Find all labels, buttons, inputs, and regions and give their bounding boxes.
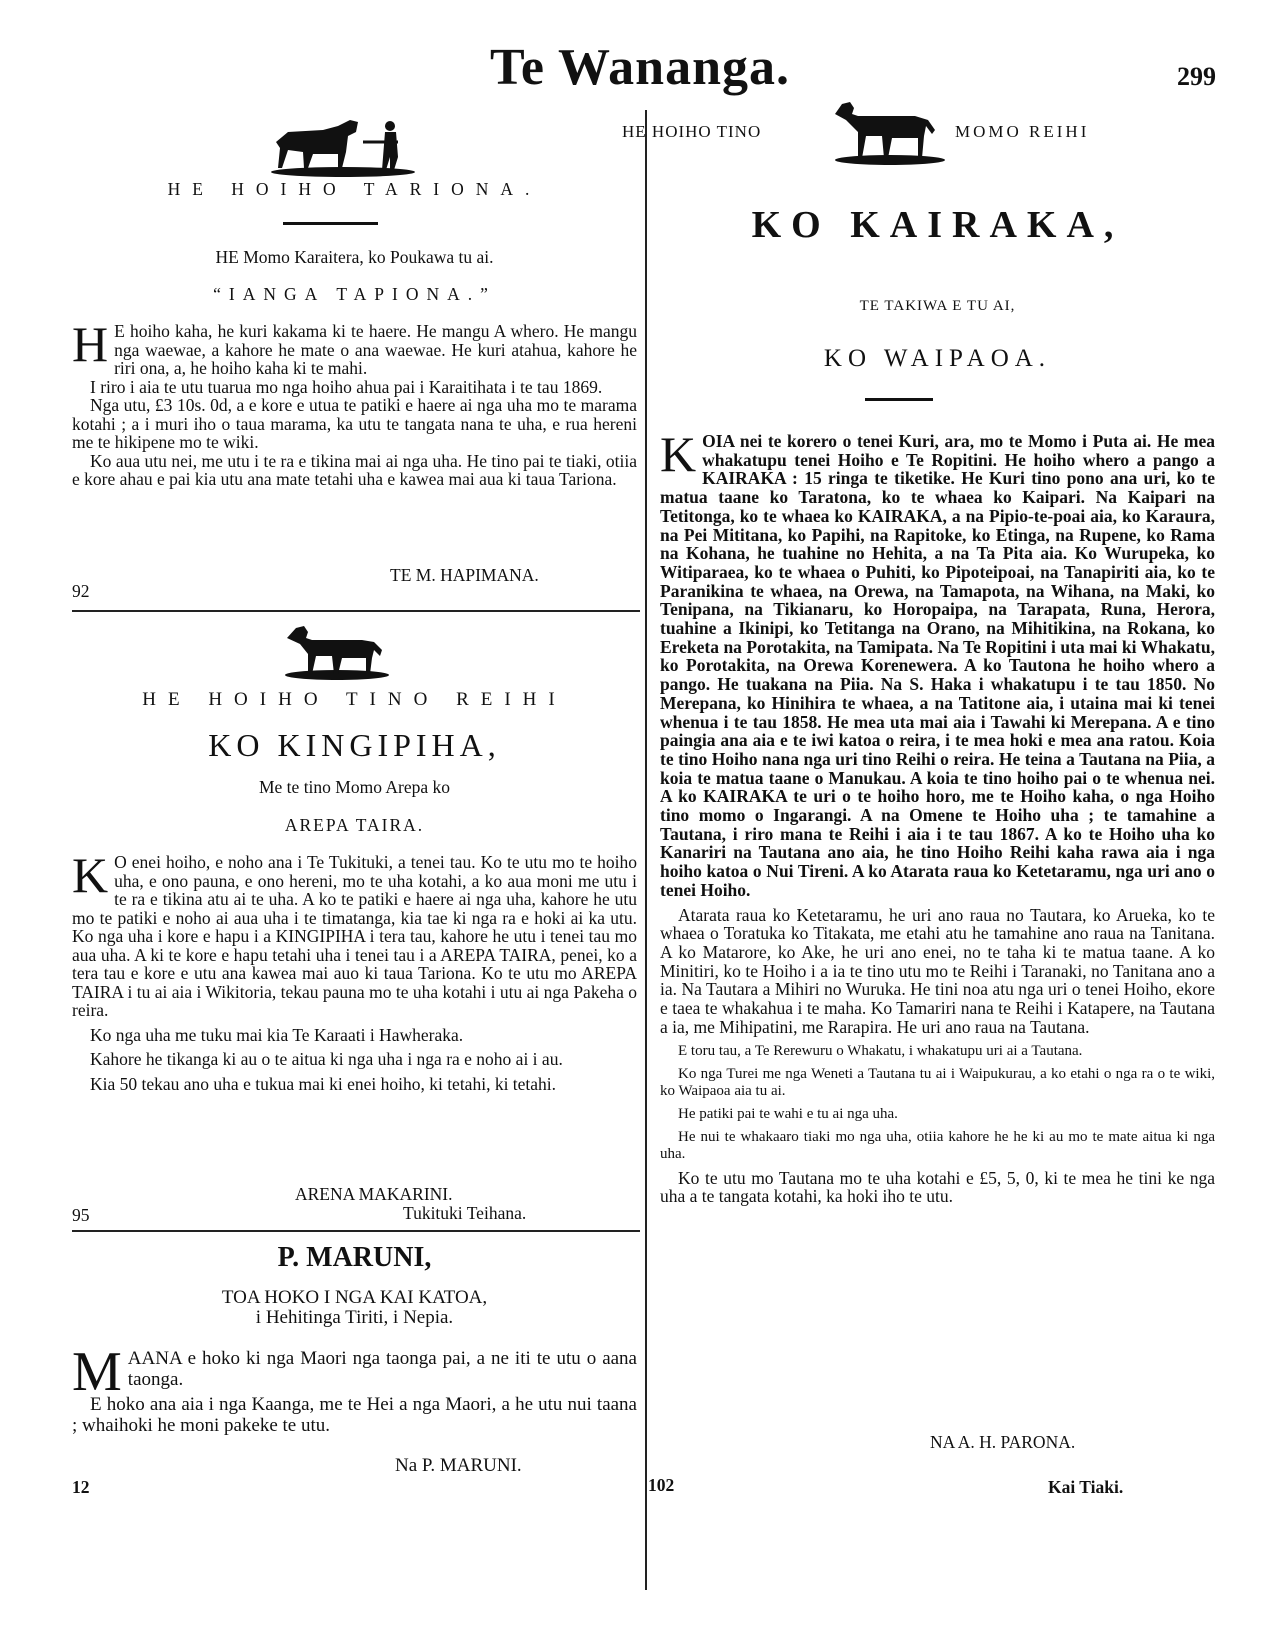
ad2-body bbox=[72, 847, 637, 1094]
ad4-paragraph: Ko nga Turei me nga Weneti a Tautana tu ai i Waipukurau, a ko etahi o nga ra o te wiki, ko Waipaoa aia tu ai. bbox=[660, 1065, 1215, 1099]
ad1-bottom-rule bbox=[72, 610, 640, 612]
ad3-signature: Na P. MARUNI. bbox=[395, 1455, 522, 1476]
ad4-district: TE TAKIWA E TU AI, bbox=[859, 298, 1016, 314]
ad4-paragraph: Atarata raua ko Ketetaramu, he uri ano raua no Tautara, ko Arueka, ko te whaea o Toratuka ko Titakata, me etahi atu he tamahine ano raua na Tanitana. A ko Matarore, ko Ake, he uri ano enei, no te taha ki te matua taane. A ko Minitiri, ko te Hoiho i a ia te tino utu mo te Reihi i Taranaki, no Tanitana ano a ia. Na Tautara a Mihiri no Wuruka. He tini noa atu nga uri o tenei Hoiho, ekore e taea te whakahua i te maha. Ko Tamariri nana te Reihi i Katapere, na Tautana a ia, me Mihipatini, me Rarapira. He uri ano raua na Tautana. bbox=[660, 904, 1215, 1037]
ad4-paragraph: He nui te whakaaro tiaki mo nga uha, otiia kahore he he ki au mo te mate aitua ki nga uha. bbox=[660, 1128, 1215, 1162]
ad3-body bbox=[72, 1341, 637, 1436]
page-number: 299 bbox=[1177, 62, 1216, 91]
ad1-horse-name: “IANGA TAPIONA.” bbox=[213, 284, 496, 304]
ad4-body bbox=[660, 426, 1215, 1207]
ad2-paragraph: O enei hoiho, e noho ana i Te Tukituki, a tenei tau. Ko te utu mo te hoiho uha, e ono pauna, e ono hereni, mo te uha kotahi, a ko aua moni me utu i te ra e tikina atu ai te uha. A ko te patiki e haere ai nga uha, kahore he utu mo te patiki e noho ai aua uha i te timatanga, kia tae ki nga ra e hoki ai ka utu. Ko nga uha i kore e hapu i a KINGIPIHA i tera tau, kahore he utu i tenei tau mo aua uha. A ki te kore e hapu tetahi uha i tenei tau i a AREPA TAIRA, penei, ko a tera tau e kore e utu ana kawea mai auo ki taua Tariona. Ko te utu mo AREPA TAIRA i tu ai aia i Wikitoria, tekau pauna mo te uha kotahi i utu ai nga Pakeha o reira. bbox=[72, 852, 637, 1020]
ad4-location: KO WAIPAOA. bbox=[823, 345, 1052, 372]
ad1-dropcap: H bbox=[72, 316, 109, 372]
ad2-signature: ARENA MAKARINI. bbox=[295, 1184, 453, 1204]
ad3-shop-name: P. MARUNI, bbox=[277, 1242, 432, 1273]
plowing-horse-illustration bbox=[268, 112, 418, 177]
ad2-paragraph: Kahore he tikanga ki au o te aitua ki nga uha i nga ra e noho ai i au. bbox=[90, 1049, 563, 1069]
page-title: Te Wananga. bbox=[489, 39, 791, 96]
ad3-paragraph: E hoko ana aia i nga Kaanga, me te Hei a nga Maori, a he utu nui taana ; whaihoki he moni pakeke te utu. bbox=[72, 1394, 637, 1436]
ad2-paragraph: Ko nga uha me tuku mai kia Te Karaati i Hawheraka. bbox=[90, 1024, 464, 1045]
ad3-line2: i Hehitinga Tiriti, i Nepia. bbox=[255, 1307, 454, 1328]
ad1-paragraph: Ko aua utu nei, me utu i te ra e tikina mai ai nga uha. He tino pai te tiaki, otiia e kore ahau e pai kia utu ana mate tetahi uha e kawea mai aua ki taua Tariona. bbox=[72, 450, 637, 489]
ad4-number: 102 bbox=[648, 1475, 675, 1495]
ad4-horse-name: KO KAIRAKA, bbox=[751, 204, 1124, 246]
ad2-bottom-rule bbox=[72, 1230, 640, 1232]
ad1-signature: TE M. HAPIMANA. bbox=[390, 565, 539, 585]
racehorse-illustration bbox=[830, 100, 945, 165]
ad4-paragraph: OIA nei te korero o tenei Kuri, ara, mo te Momo i Puta ai. He mea whakatupu tenei Hoiho e Te Ropitini. He hoiho whero a pango a KAIRAKA : 15 ringa te tiketike. He Kuri tino pono ana uri, ko te matua taane ko Taratona, ko te whaea ko Kaipari. Na Kaipari na Tetitonga, ko te whaea ko KAIRAKA, a na Pipio-te-poai aia, ko Karaura, na Pei Mititana, ko Papihi, na Rapitoke, ko Etinga, na Rupene, ko Rama na Kohana, he tuahine no Hehita, a na Ta Pita aia. Ko Wurupeka, ko Witiparaea, ko te whaea o Puhiti, ko Pipoteipoai, na Tanapiriti aia, ko te Paranikina te whaea, na Orewa, na Tamapota, na Wihana, na Maki, ko Tenipana, na Tikianaru, ko Horopaipa, na Tarapata, Runa, Herora, tuahine a Ikinipi, ko Tetitanga na Orano, na Mihitikina, na Rokana, ko Ereketa na Porotakita, na Tamipata. Na Te Ropitini i uta mai ki Whakatu, ko Porotakita, na Orewa Korenewera. A ko Tautona he hoiho whero a pango. He tuakana na Piia. Na S. Haka i whakatupu i te tau 1850. No Merepana, ko Hinihira te whaea, a na Tatitone aia, i utaina mai ki tenei whenua i te tau 1858. He mea uta mai aia i Tawahi ki Merepana. A e tino paingia ana aia e te iwi katoa o reira, i te mea hoki e mea ana ratou. Koia te tino Hoiho nana nga uri tino Reihi o reira. He teina a Tautana na Piia, a koia te matua taane o Manukau. A koia te tino hoiho pai o te whenua nei. A ko KAIRAKA te uri o te hoiho horo, me te Hoiho kaha, o nga Hoiho tino momo o Ingarangi. A na Omene te Hoiho uha ; te tamahine a Tautana, i riro mana te Reihi i aia i te tau 1867. A ko te Hoiho uha ko Kanariri na Tautana ano aia, he tino Hoiho Reihi kaha rawa aia i nga hoiho katoa o Nui Tireni. A ko Atarata raua ko Ketetaramu, nga uri ano o tenei Hoiho. bbox=[660, 431, 1215, 900]
ad2-heading: HE HOIHO TINO REIHI bbox=[142, 689, 567, 710]
ad2-sire: AREPA TAIRA. bbox=[284, 815, 425, 835]
ad3-dropcap: M bbox=[72, 1341, 122, 1403]
ad2-subtitle: Me te tino Momo Arepa ko bbox=[258, 777, 450, 797]
ad1-paragraph: Nga utu, £3 10s. 0d, a e kore e utua te patiki e haere ai nga uha mo te marama kotahi ; a i muri iho o taua marama, ka utu te tangata nana te uha, e rua hereni me te hikipene mo te wiki. bbox=[72, 395, 637, 452]
ad4-separator bbox=[865, 398, 933, 401]
ad2-place: Tukituki Teihana. bbox=[403, 1203, 527, 1223]
column-divider bbox=[645, 110, 647, 1590]
ad4-paragraph: E toru tau, a Te Rerewuru o Whakatu, i whakatupu uri ai a Tautana. bbox=[678, 1042, 1083, 1059]
ad2-number: 95 bbox=[72, 1205, 90, 1225]
ad4-heading-left: HE HOIHO TINO bbox=[622, 122, 762, 141]
ad3-number: 12 bbox=[72, 1477, 90, 1497]
ad1-paragraph: E hoiho kaha, he kuri kakama ki te haere. He mangu A whero. He mangu nga waewae, a kahore he mate o ana waewae. He kuri atahua, kahore he riri ona, a, he hoiho kaha ki te mahi. bbox=[114, 321, 637, 378]
ad1-separator bbox=[283, 222, 378, 225]
ad1-paragraph: I riro i aia te utu tuarua mo nga hoiho ahua pai i Karaitihata i te tau 1869. bbox=[90, 376, 603, 397]
ad3-paragraph: AANA e hoko ki nga Maori nga taonga pai, a ne iti te utu o aana taonga. bbox=[127, 1348, 637, 1390]
ad2-paragraph: Kia 50 tekau ano uha e tukua mai ki enei hoiho, ki tetahi, ki tetahi. bbox=[90, 1073, 557, 1094]
ad1-number: 92 bbox=[72, 581, 90, 601]
horse-illustration bbox=[282, 620, 392, 680]
ad4-heading-right: MOMO REIHI bbox=[955, 122, 1090, 141]
ad1-heading: HE HOIHO TARIONA. bbox=[167, 179, 542, 199]
ad1-body bbox=[72, 316, 637, 489]
ad1-subtitle: HE Momo Karaitera, ko Poukawa tu ai. bbox=[215, 247, 494, 267]
ad4-dropcap: K bbox=[660, 426, 697, 482]
ad3-line1: TOA HOKO I NGA KAI KATOA, bbox=[221, 1287, 488, 1308]
ad4-paragraph: Ko te utu mo Tautana mo te uha kotahi e £5, 5, 0, ki te mea he tini ke nga uha a te tangata kotahi, ka hoki iho te utu. bbox=[660, 1167, 1215, 1207]
ad2-horse-name: KO KINGIPIHA, bbox=[208, 727, 501, 763]
ad4-closing: Kai Tiaki. bbox=[1048, 1477, 1124, 1497]
ad4-paragraph: He patiki pai te wahi e tu ai nga uha. bbox=[678, 1105, 898, 1122]
ad4-signature: NA A. H. PARONA. bbox=[930, 1432, 1076, 1452]
ad2-dropcap: K bbox=[72, 847, 109, 903]
